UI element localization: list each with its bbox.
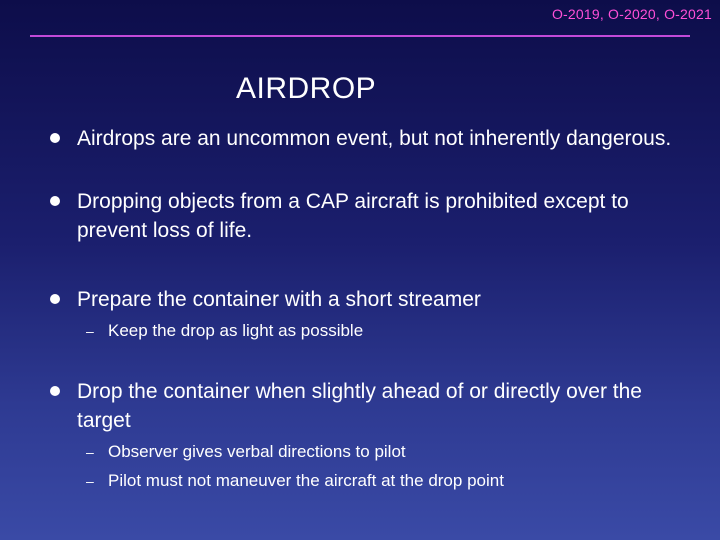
bullet-item <box>50 124 690 153</box>
bullet-item <box>50 187 690 245</box>
bullet-dot-icon <box>50 386 60 396</box>
bullet-text: Dropping objects from a CAP aircraft is prohibited except to prevent loss of life. <box>77 190 629 242</box>
subbullet-item <box>86 469 686 493</box>
dash-icon: – <box>86 323 94 339</box>
dash-icon: – <box>86 444 94 460</box>
bullet-text: Prepare the container with a short streamer <box>77 288 481 311</box>
bullet-dot-icon <box>50 133 60 143</box>
bullet-text: Airdrops are an uncommon event, but not inherently dangerous. <box>77 127 672 150</box>
bullet-item <box>50 377 690 435</box>
subbullet-item <box>86 440 686 464</box>
slide-title: AIRDROP <box>236 72 377 105</box>
subbullet-text: Observer gives verbal directions to pilot <box>108 442 406 461</box>
subbullet-text: Keep the drop as light as possible <box>108 321 364 340</box>
bullet-text: Drop the container when slightly ahead of or directly over the target <box>77 380 642 432</box>
dash-icon: – <box>86 473 94 489</box>
slide-reference-codes: O-2019, O-2020, O-2021 <box>551 6 712 22</box>
bullet-dot-icon <box>50 294 60 304</box>
subbullet-text: Pilot must not maneuver the aircraft at the drop point <box>108 471 504 490</box>
subbullet-item <box>86 319 686 343</box>
bullet-item <box>50 285 690 314</box>
bullet-dot-icon <box>50 196 60 206</box>
